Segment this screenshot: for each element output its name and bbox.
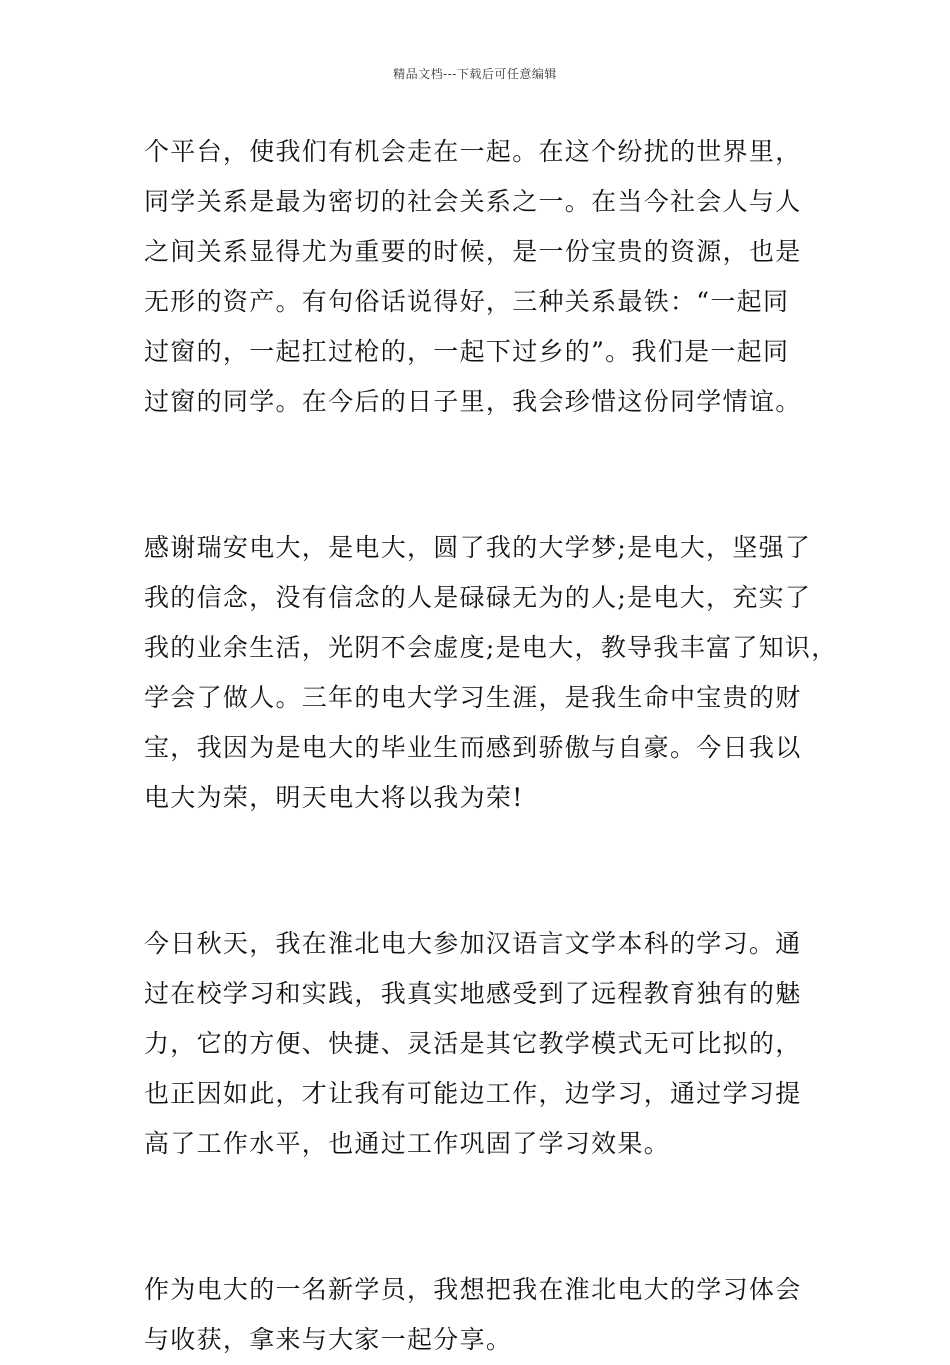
paragraph-spacer (144, 427, 834, 523)
text-line: 过窗的，一起扛过枪的，一起下过乡的”。我们是一起同 (144, 337, 790, 366)
paragraph-2 (144, 523, 838, 823)
paragraph-spacer (144, 1169, 834, 1265)
text-line: 今日秋天，我在淮北电大参加汉语言文学本科的学习。通 (144, 929, 802, 958)
text-line: 过在校学习和实践，我真实地感受到了远程教育独有的魅 (144, 979, 802, 1008)
text-line: 学会了做人。三年的电大学习生涯，是我生命中宝贵的财 (144, 683, 802, 712)
page-header: 精品文档---下载后可任意编辑 (393, 67, 557, 81)
paragraph-spacer (144, 823, 834, 919)
text-line: 我的信念，没有信念的人是碌碌无为的人;是电大，充实了 (144, 583, 812, 612)
text-line: 也正因如此，才让我有可能边工作，边学习，通过学习提 (144, 1079, 802, 1108)
text-line: 过窗的同学。在今后的日子里，我会珍惜这份同学情谊。 (144, 387, 802, 416)
document-body (144, 127, 838, 1365)
text-line: 电大为荣，明天电大将以我为荣! (144, 783, 524, 812)
text-line: 之间关系显得尤为重要的时候，是一份宝贵的资源，也是 (144, 237, 802, 266)
text-line: 与收获，拿来与大家一起分享。 (144, 1325, 513, 1354)
text-line: 作为电大的一名新学员，我想把我在淮北电大的学习体会 (144, 1275, 802, 1304)
paragraph-4 (144, 1265, 834, 1365)
text-line: 同学关系是最为密切的社会关系之一。在当今社会人与人 (144, 187, 802, 216)
paragraph-1 (144, 127, 834, 427)
text-line: 高了工作水平，也通过工作巩固了学习效果。 (144, 1129, 671, 1158)
text-line: 感谢瑞安电大，是电大，圆了我的大学梦;是电大，坚强了 (144, 533, 812, 562)
text-line: 无形的资产。有句俗话说得好，三种关系最铁：“一起同 (144, 287, 790, 316)
text-line: 我的业余生活，光阴不会虚度;是电大，教导我丰富了知识， (144, 633, 838, 662)
text-line: 力，它的方便、快捷、灵活是其它教学模式无可比拟的， (144, 1029, 802, 1058)
text-line: 宝，我因为是电大的毕业生而感到骄傲与自豪。今日我以 (144, 733, 802, 762)
paragraph-3 (144, 919, 834, 1169)
text-line: 个平台，使我们有机会走在一起。在这个纷扰的世界里， (144, 137, 802, 166)
